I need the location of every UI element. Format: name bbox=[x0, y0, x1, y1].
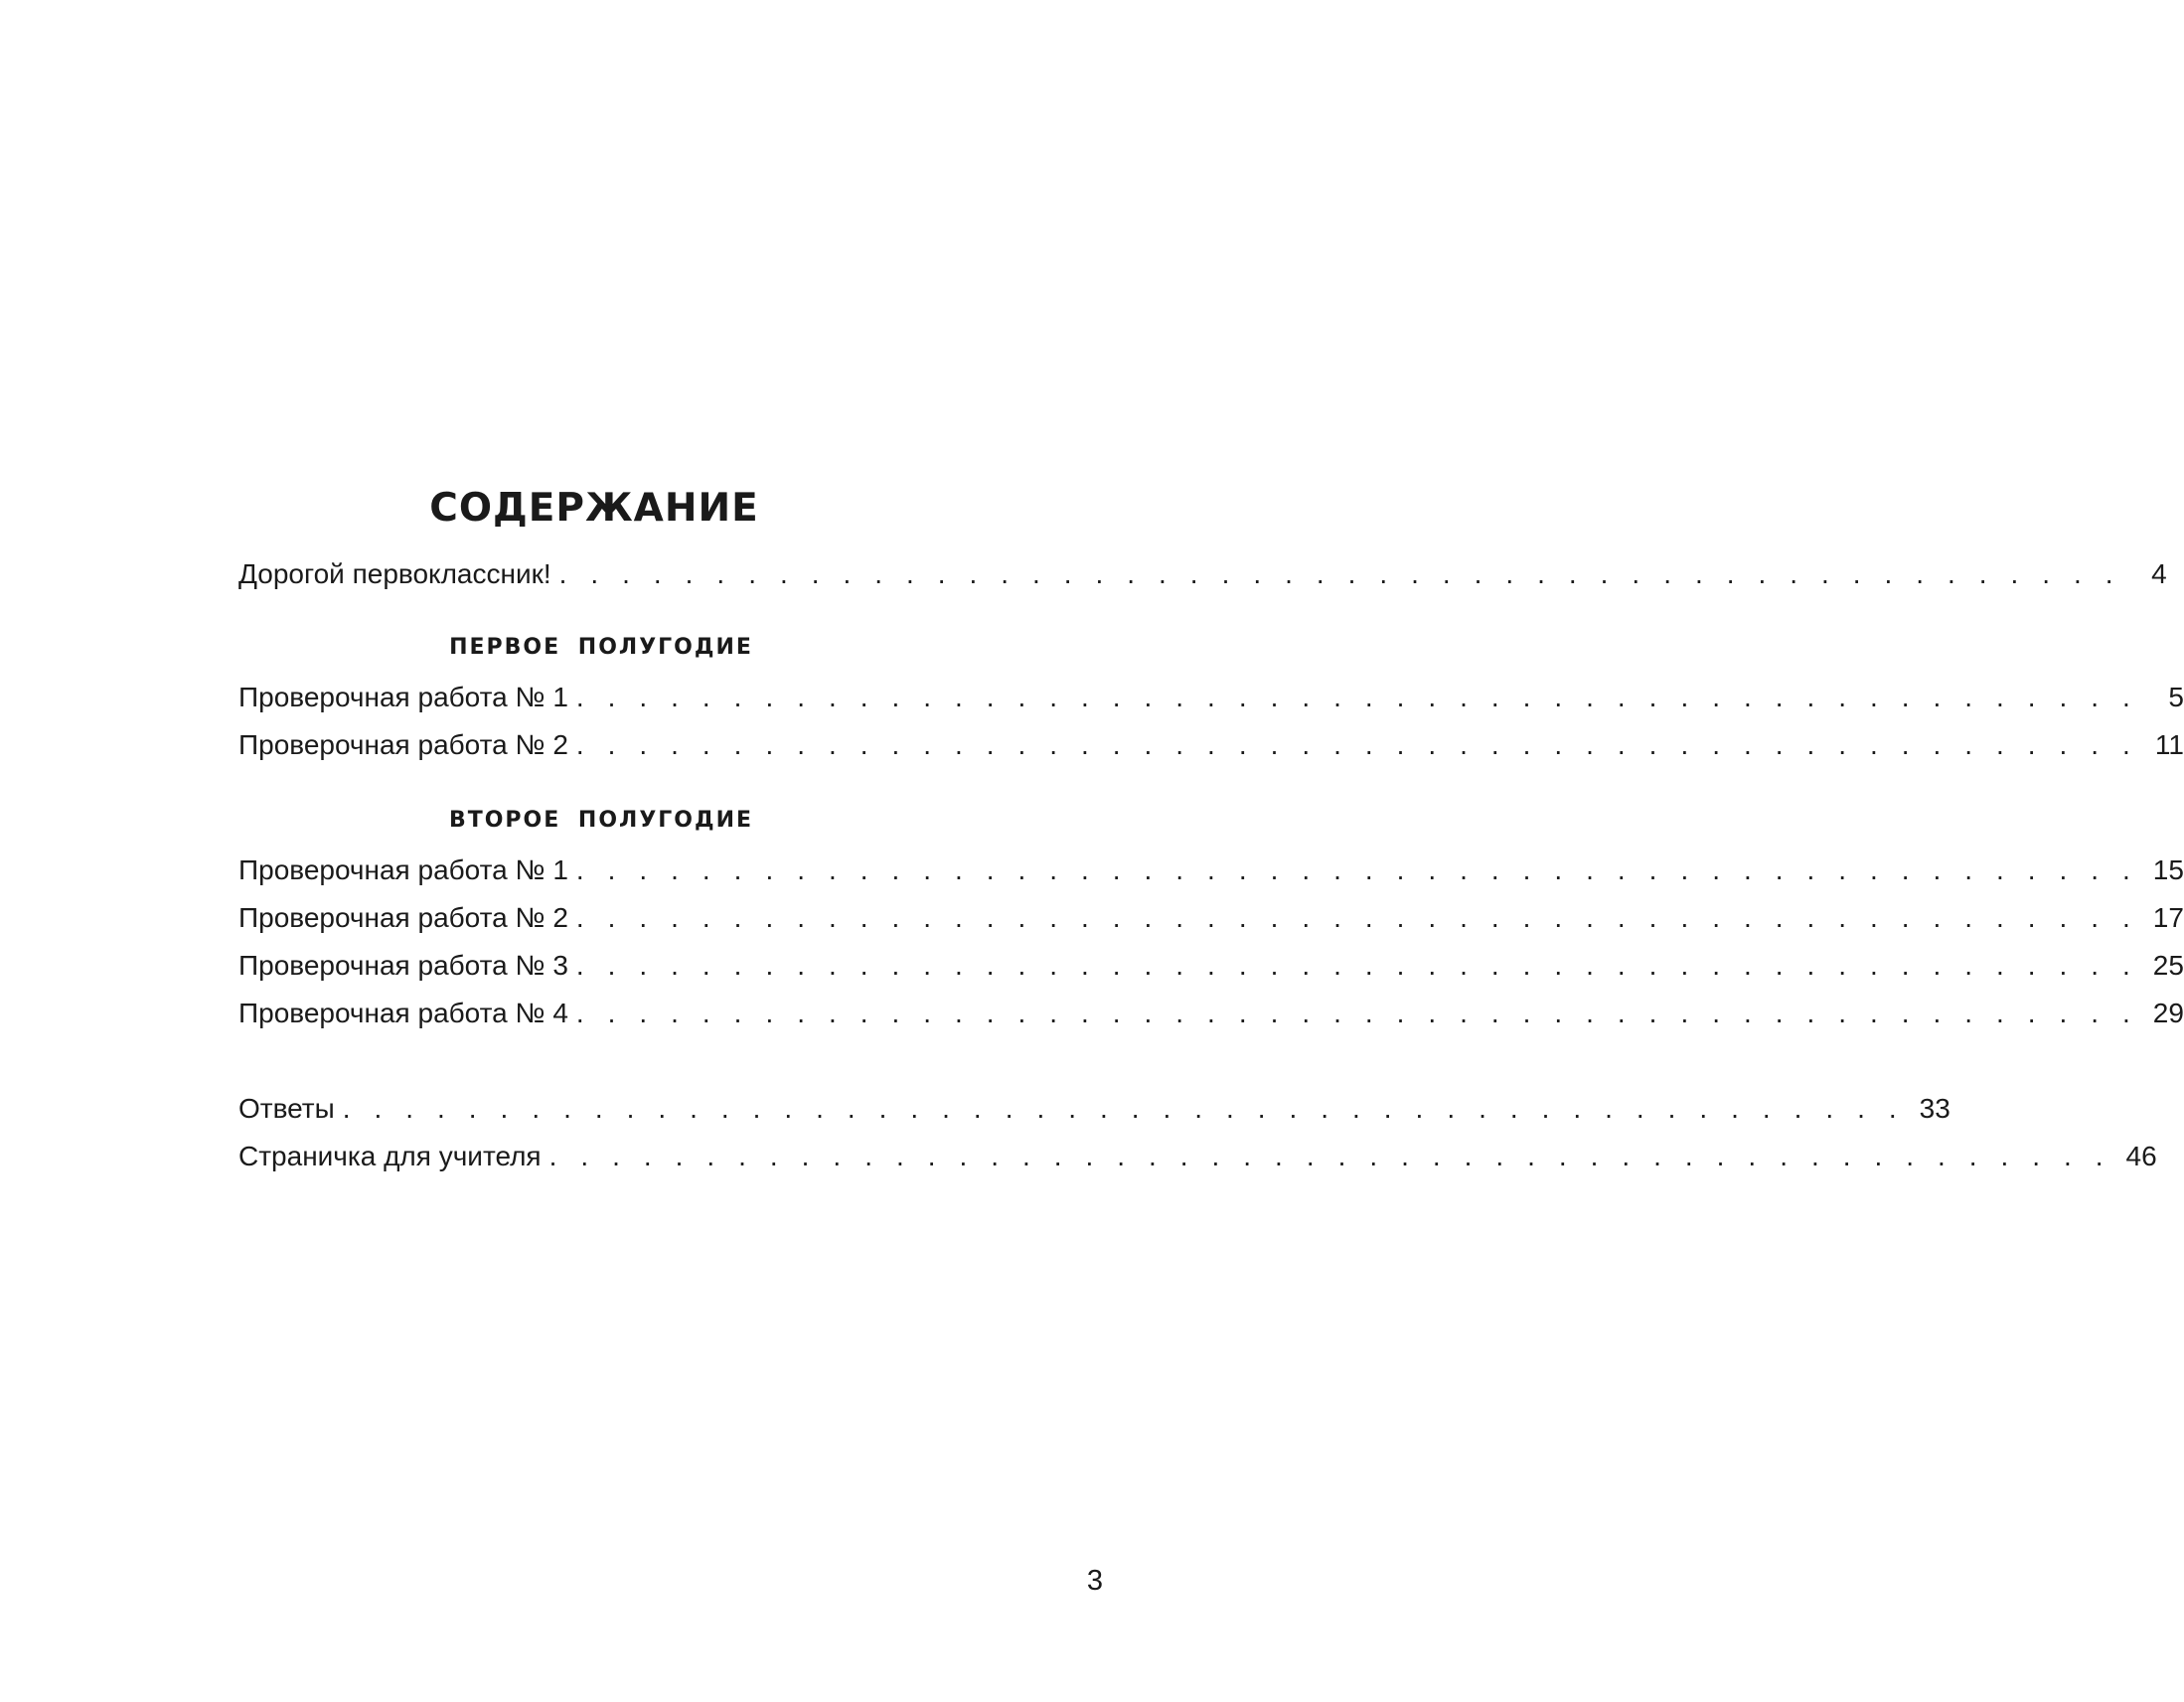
toc-entry[interactable] bbox=[238, 678, 2184, 717]
toc-entry-teacher-page[interactable] bbox=[238, 1137, 2157, 1176]
dot-leader: . . . . . . . . . . . . . . . . . . . . . . . . . . . . . . . . . . . . . . . . . . . . . . . . . . bbox=[575, 998, 2138, 1028]
toc-entry-page: 33 bbox=[1919, 1093, 1950, 1124]
toc-entry[interactable] bbox=[238, 851, 2184, 890]
toc-entry-label: Проверочная работа № 2 bbox=[238, 902, 568, 933]
section-heading-first-half: ПЕРВОЕ ПОЛУГОДИЕ bbox=[449, 635, 753, 660]
toc-entry-label: Страничка для учителя bbox=[238, 1141, 542, 1171]
toc-entry[interactable] bbox=[238, 898, 2184, 938]
toc-entry[interactable] bbox=[238, 946, 2184, 986]
toc-entry[interactable] bbox=[238, 725, 2184, 765]
dot-leader: . . . . . . . . . . . . . . . . . . . . . . . . . . . . . . . . . . . . . . . . . . . . . . . . . . bbox=[575, 729, 2138, 760]
toc-entry[interactable] bbox=[238, 994, 2184, 1033]
toc-entry-label: Дорогой первоклассник! bbox=[238, 558, 551, 589]
toc-entry-page: 25 bbox=[2152, 950, 2184, 981]
dot-leader: . . . . . . . . . . . . . . . . . . . . . . . . . . . . . . . . . . . . . . . . . . . . . . . . . . bbox=[575, 950, 2138, 981]
toc-entry-answers[interactable] bbox=[238, 1089, 1950, 1129]
page-number: 3 bbox=[1086, 1565, 1103, 1597]
page-title: СОДЕРЖАНИЕ bbox=[429, 486, 759, 532]
dot-leader: . . . . . . . . . . . . . . . . . . . . . . . . . . . . . . . . . . . . . . . . . . . . . . . . . . bbox=[575, 902, 2138, 933]
toc-entry-label: Ответы bbox=[238, 1093, 335, 1124]
toc-entry-intro[interactable] bbox=[238, 554, 2167, 594]
toc-entry-label: Проверочная работа № 3 bbox=[238, 950, 568, 981]
toc-entry-label: Проверочная работа № 1 bbox=[238, 682, 568, 712]
toc-entry-page: 11 bbox=[2154, 729, 2184, 760]
toc-entry-label: Проверочная работа № 2 bbox=[238, 729, 568, 760]
toc-entry-page: 5 bbox=[2168, 682, 2184, 712]
dot-leader: . . . . . . . . . . . . . . . . . . . . . . . . . . . . . . . . . . . . . . . . . . . . . . . . . . bbox=[558, 558, 2121, 589]
dot-leader: . . . . . . . . . . . . . . . . . . . . . . . . . . . . . . . . . . . . . . . . . . . . . . . . . . bbox=[548, 1141, 2111, 1171]
dot-leader: . . . . . . . . . . . . . . . . . . . . . . . . . . . . . . . . . . . . . . . . . . . . . . . . . . bbox=[575, 682, 2138, 712]
dot-leader: . . . . . . . . . . . . . . . . . . . . . . . . . . . . . . . . . . . . . . . . . . . . . . . . . . bbox=[342, 1093, 1905, 1124]
toc-entry-label: Проверочная работа № 1 bbox=[238, 854, 568, 885]
toc-entry-page: 29 bbox=[2152, 998, 2184, 1028]
toc-entry-label: Проверочная работа № 4 bbox=[238, 998, 568, 1028]
toc-entry-page: 4 bbox=[2151, 558, 2167, 589]
toc-entry-page: 46 bbox=[2125, 1141, 2157, 1171]
toc-entry-page: 17 bbox=[2152, 902, 2184, 933]
dot-leader: . . . . . . . . . . . . . . . . . . . . . . . . . . . . . . . . . . . . . . . . . . . . . . . . . . bbox=[575, 854, 2138, 885]
section-heading-second-half: ВТОРОЕ ПОЛУГОДИЕ bbox=[448, 808, 754, 833]
toc-entry-page: 15 bbox=[2152, 854, 2184, 885]
